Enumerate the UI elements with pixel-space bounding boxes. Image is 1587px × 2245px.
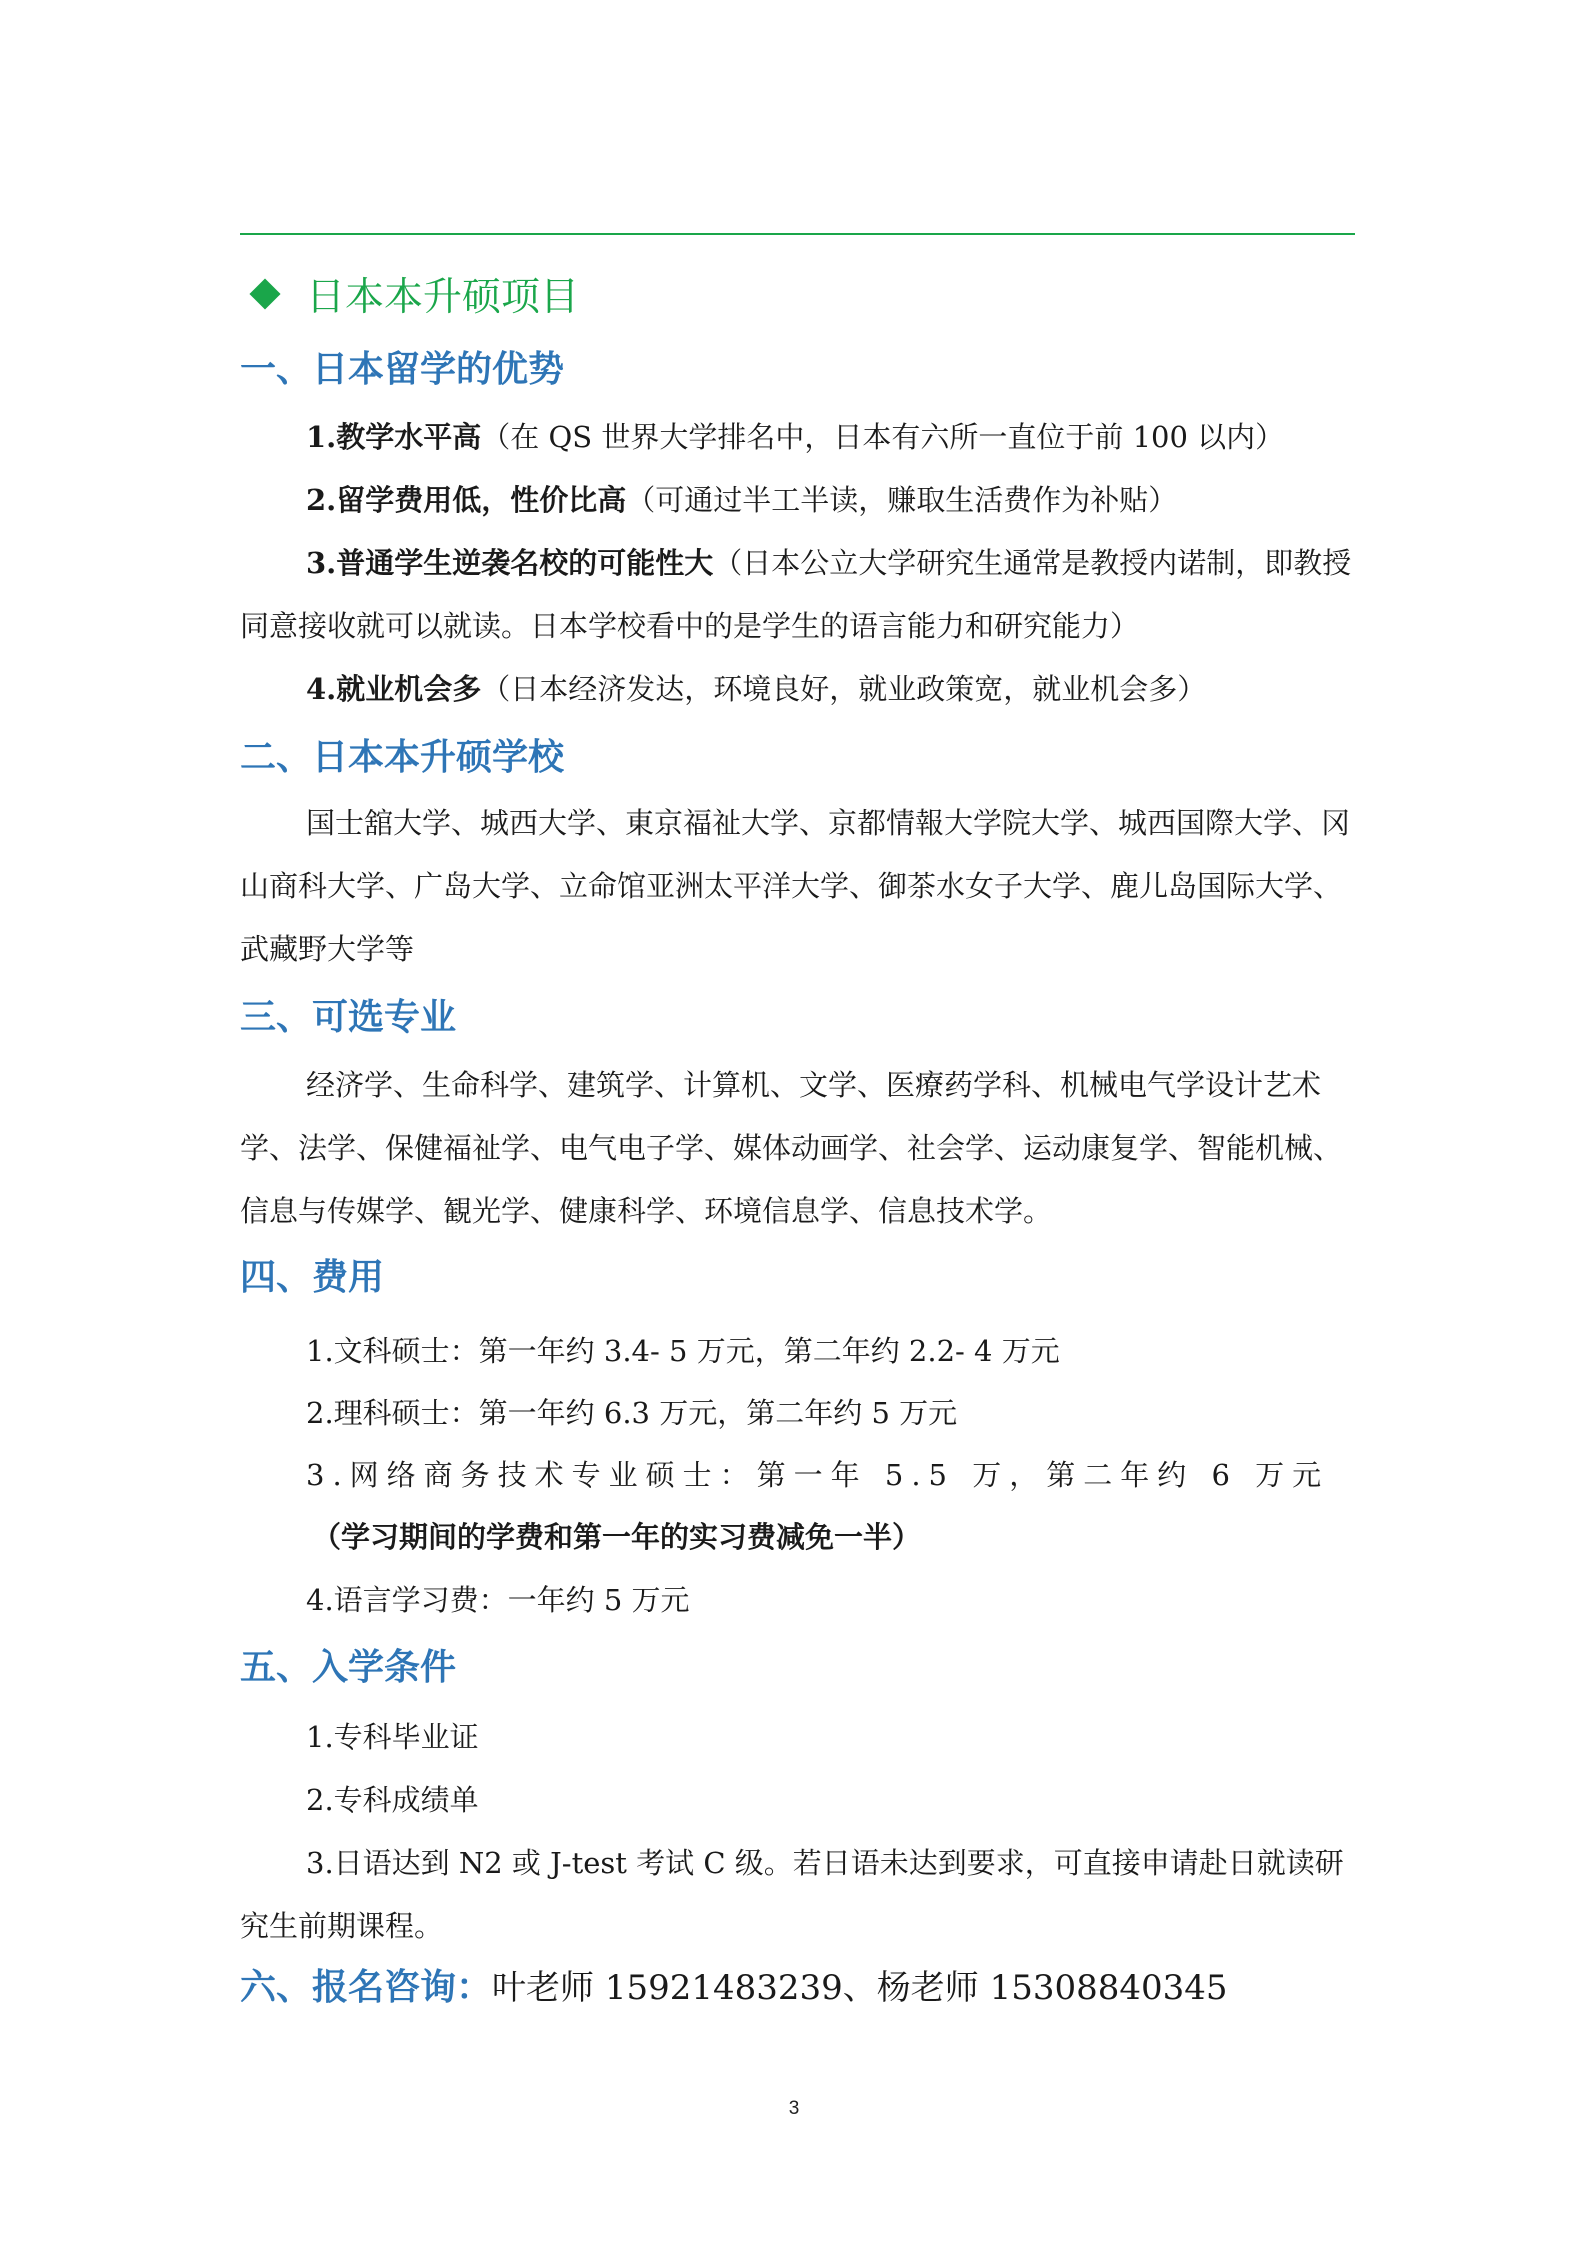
advantage-label: 2.留学费用低，性价比高 xyxy=(306,483,627,517)
section-heading-schools: 二、日本本升硕学校 xyxy=(240,737,565,778)
page-number: 3 xyxy=(788,2098,800,2119)
requirement-item: 2.专科成绩单 xyxy=(306,1783,479,1817)
contact-heading-text: 六、报名咨询： xyxy=(240,1967,493,2008)
advantage-detail: （日本经济发达，环境良好，就业政策宽，就业机会多） xyxy=(481,672,1207,706)
diamond-bullet-icon xyxy=(249,278,280,309)
header-rule xyxy=(240,233,1355,235)
advantage-detail: （日本公立大学研究生通常是教授内诺制，即教授同意接收就可以就读。日本学校看中的是学生的语言能力和研究能力） xyxy=(240,546,1352,643)
section-heading-fees: 四、费用 xyxy=(240,1257,385,1298)
schools-list: 国士舘大学、城西大学、東京福祉大学、京都情報大学院大学、城西国際大学、冈山商科大学、广岛大学、立命馆亚洲太平洋大学、御茶水女子大学、鹿儿岛国际大学、武藏野大学等 xyxy=(240,806,1351,966)
advantage-detail: （在 QS 世界大学排名中，日本有六所一直位于前 100 以内） xyxy=(481,420,1285,454)
fee-label: 4.语言学习费： xyxy=(306,1583,508,1617)
advantage-item xyxy=(306,664,1206,714)
requirement-item: 1.专科毕业证 xyxy=(306,1720,479,1754)
contact-details: 叶老师 15921483239、杨老师 15308840345 xyxy=(492,1968,1228,2008)
advantage-item xyxy=(306,412,1284,462)
fee-item xyxy=(306,1326,1060,1376)
fee-value: 第一年约 6.3 万元，第二年约 5 万元 xyxy=(478,1396,958,1430)
advantage-item xyxy=(240,532,1355,658)
fee-item xyxy=(306,1388,957,1438)
fee-item xyxy=(306,1450,1329,1500)
fee-label: 1.文科硕士： xyxy=(306,1334,479,1368)
document-title-text: 日本本升硕项目 xyxy=(306,275,580,320)
fee-value: 一年约 5 万元 xyxy=(507,1583,690,1617)
advantage-label: 3.普通学生逆袭名校的可能性大 xyxy=(306,546,714,580)
advantage-label: 1.教学水平高 xyxy=(306,420,482,454)
section-heading-contact xyxy=(240,1962,1228,2014)
fee-value: 第一年 5.5 万，第二年约 6 万元 xyxy=(756,1458,1330,1492)
fee-item xyxy=(306,1575,690,1625)
fee-note: （学习期间的学费和第一年的实习费减免一半） xyxy=(312,1520,922,1554)
advantage-label: 4.就业机会多 xyxy=(306,672,482,706)
section-heading-advantages: 一、日本留学的优势 xyxy=(240,349,565,390)
document-title xyxy=(244,264,579,324)
fee-value: 第一年约 3.4- 5 万元，第二年约 2.2- 4 万元 xyxy=(478,1334,1060,1368)
section-heading-majors: 三、可选专业 xyxy=(240,997,457,1038)
advantage-detail: （可通过半工半读，赚取生活费作为补贴） xyxy=(626,483,1178,517)
section-heading-requirements: 五、入学条件 xyxy=(240,1647,457,1688)
majors-list: 经济学、生命科学、建筑学、计算机、文学、医療药学科、机械电气学设计艺术学、法学、保健福祉学、电气电子学、媒体动画学、社会学、运动康复学、智能机械、信息与传媒学、観光学、健康科学、环境信息学、信息技术学。 xyxy=(240,1068,1343,1228)
requirement-item: 3.日语达到 N2 或 J-test 考试 C 级。若日语未达到要求，可直接申请赴日就读研究生前期课程。 xyxy=(240,1846,1344,1943)
fee-label: 3.网络商务技术专业硕士： xyxy=(306,1458,757,1492)
fee-label: 2.理科硕士： xyxy=(306,1396,479,1430)
advantage-item xyxy=(306,475,1177,525)
